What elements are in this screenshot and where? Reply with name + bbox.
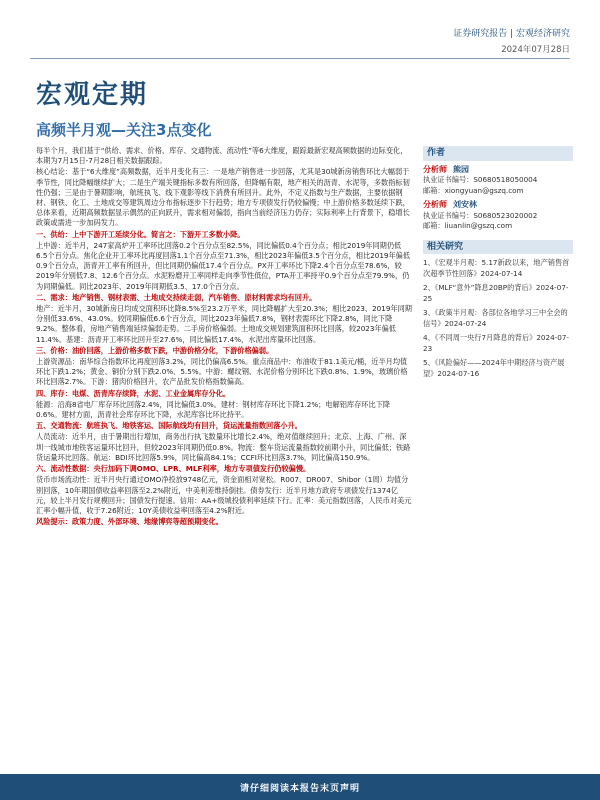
- analyst-name: 刘安林: [453, 200, 477, 209]
- section-body: 人员流动：近半月，由于暑期出行增加，商务出行执飞数量环比增长2.4%，绝对值继续回升；北京、上海、广州、深圳一线城市地铁客运量环比回升，但较2023年同期仍低0.8%。物流：整车货运流量指数较前期小升，同比偏低；铁路货运量环比回落。航运：BDI环比回落5.9%，同比偏高84.1%；CCFI环比回落3.7%，同比偏高150.9%。: [36, 432, 411, 462]
- related-research-item[interactable]: 3、《政策半月观：各部位各地学习三中全会的信号》2024-07-24: [423, 308, 568, 328]
- section-heading: 四、库存：电煤、沥青库存续降，水泥、工业金属库存分化。: [36, 388, 231, 398]
- report-category-title: 宏观定期: [36, 80, 149, 110]
- analyst-email[interactable]: 邮箱：liuanlin@gszq.com: [423, 221, 513, 230]
- risk-warning: 风险提示：政策力度、外部环境、地缘博弈等超预期变化。: [36, 517, 223, 527]
- analyst-license: 执业证书编号：S0680523020002: [423, 210, 538, 220]
- footer-disclaimer: 请仔细阅读本报告末页声明: [239, 784, 360, 794]
- analyst-role: 分析师: [423, 200, 447, 209]
- related-research-list: [423, 258, 573, 379]
- section-body: 上游资源品：南华综合指数环比再度回落3.2%，同比仍偏高6.5%。重点商品中：布油收于81.1美元/桶，近半月均值环比下跌1.2%；黄金、铜价分别下跌2.0%、5.5%。中游：螺纹钢、水泥价格分别环比下跌0.8%、1.9%，玻璃价格环比回落2.7%。下游：猪肉价格回升，农产品批发价格指数偏高。: [36, 357, 408, 387]
- section-body: 地产：近半月，30城新房日均成交面积环比降8.5%至23.2万平米，同比降幅扩大至20.3%；相比2023、2019年同期分别低33.6%、43.0%。较同期偏低6.6个百分点，同比2023年偏低7.8%，钢材表需环比下降2.8%，同比下降9.2%。整体看，房地产销售端延续偏弱走势。二手房价格偏弱。土地成交规划建筑面积环比回落，较2023年偏低11.4%。基建：沥青开工率环比回升至27.6%，同比偏低17.4%，水泥出库量环比回落。: [36, 304, 412, 344]
- intro-paragraph: 每半个月，我们基于“供给、需求、价格、库存、交通物流、流动性”等6大维度，跟踪最新宏观高频数据的边际变化，本期为7月15日-7月28日相关数据跟踪。: [36, 146, 408, 166]
- related-research-item[interactable]: 2、《MLF“意外”降息20BP的背后》2024-07-25: [423, 283, 569, 303]
- section-heading: 五、交通物流：航班执飞、地铁客运、国际航线均有回升，货运流量指数回落小升。: [36, 421, 302, 431]
- summary-paragraph: 核心结论：基于“6大维度”高频数据，近半月变化有三：一是地产销售进一步回落，尤其是30城新房销售环比大幅弱于季节性，同比降幅继续扩大；二是生产端关键指标多数有所回落，但降幅有限，地产相关的沥青、水泥等，多数指标韧性仍强；三是由于暑期影响，航班执飞、线下观影等线下消费有所回升。此外，不定义指数与生产数据，主要依据钢材、钢铁、化工、土地成交等建筑周边分布指标逐步下行趋势；地方专项债发行仍较偏慢；中上游价格多数延续下跌，总体来看，近期高频数据显示偶然的正向跃升，需求相对偏弱，指向当前经济压力仍存；实际利率上行背景下，稳增长政策或需进一步加码发力。: [36, 167, 410, 228]
- report-header: [453, 26, 570, 58]
- main-content: [36, 146, 412, 528]
- header-divider: [30, 58, 570, 59]
- analyst-email[interactable]: 邮箱：xiongyuan@gszq.com: [423, 185, 524, 195]
- report-date: 2024年07月28日: [501, 45, 570, 55]
- analyst-license: 执业证书编号：S0680518050004: [423, 175, 538, 184]
- related-research-item[interactable]: 5、《风险偏好——2024年中期经济与资产展望》2024-07-16: [423, 358, 565, 378]
- authors-heading: 作者: [423, 146, 573, 161]
- section-heading: 六、流动性数据：央行加码下调OMO、LPR、MLF利率，地方专项债发行仍较偏慢。: [36, 464, 311, 474]
- section-heading: 三、价格：油价回落，上游价格多数下跌，中游价格分化，下游价格偏弱。: [36, 345, 274, 355]
- section-body: 上中游：近半月，247家高炉开工率环比回落0.2个百分点至82.5%，同比偏低0.4个百分点；相比2019年同期仍低6.5个百分点。焦化企业开工率环比再度回落1.1个百分点至71.3%，相比2023年偏低3.5个百分点，相比2019年偏低0.9个百分点，沥青开工率有所回升，但比同期仍偏低17.4个百分点。PX开工率环比下降2.4个百分点至78.6%，较2019年分别低7.8、12.6个百分点。水泥粉磨开工率同样走向季节性低位，PTA开工率持平0.9个百分点至79.9%，仍为同期偏低。同比2023年、2019年同期低3.5、17.0个百分点。: [36, 240, 411, 291]
- report-subtitle: 高频半月观—关注3点变化: [36, 121, 212, 139]
- analyst-role: 分析师: [423, 164, 447, 174]
- analyst-block: [423, 165, 573, 197]
- section-heading: 二、需求：地产销售、钢材表需、土地成交持续走弱，汽车销售、原材料需求均有回升。: [36, 292, 317, 302]
- related-research-heading: 相关研究: [423, 240, 573, 255]
- analyst-block: [423, 200, 573, 232]
- analyst-name: 熊园: [453, 164, 469, 174]
- related-research-item[interactable]: 1、《宏观半月观：5.17新政以来，地产销售首次超季节性回落》2024-07-14: [423, 258, 570, 278]
- footer-bar: [0, 774, 600, 800]
- section-body: 能源：沿海8省电厂库存环比回落2.4%，同比偏低3.0%。建材：钢材库存环比下降1.2%；电解铝库存环比下降0.6%。建材方面，沥青社会库存环比下降，水泥库容比环比持平。: [36, 399, 391, 420]
- sidebar: [423, 146, 573, 383]
- related-research-item[interactable]: 4、《不同周一央行7月降息的背后》2024-07-23: [423, 333, 569, 353]
- org-line: 证券研究报告 | 宏观经济研究: [453, 29, 570, 39]
- section-body: 货币市场流动性：近半月央行通过OMO净投放9748亿元，资金面相对宽松。R007、DR007、Shibor（1周）均值分别回落，10年期国债收益率回落至2.2%附近，中美利差维持倒挂。债券发行：近半月地方政府专项债发行1374亿元，较上半月发行规模回升；国债发行提速。信用：AA+级城投债利率延续下行。汇率：美元指数回落，人民币对美元汇率小幅升值，收于7.26附近；10Y美债收益率回落至4.2%附近。: [36, 475, 412, 515]
- section-heading: 一、供给：上中下游开工延续分化。简言之：下游开工多数小降。: [36, 229, 245, 239]
